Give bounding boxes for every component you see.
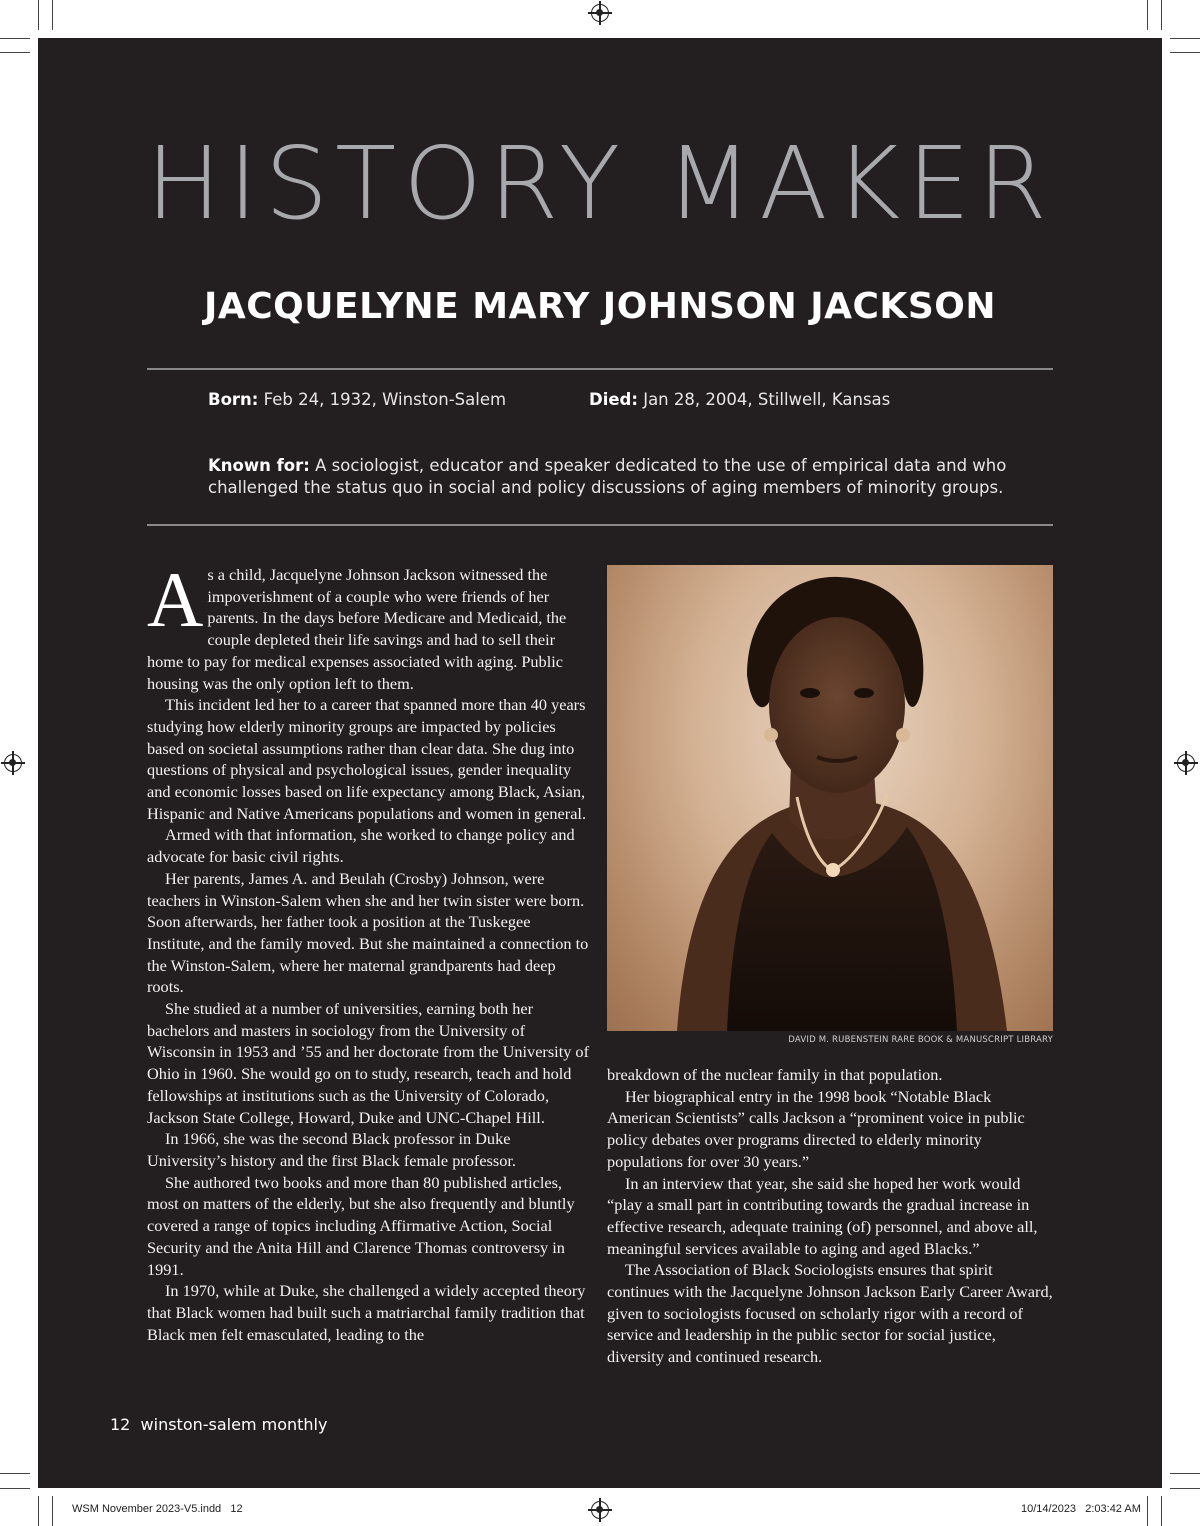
article-paragraph: In 1970, while at Duke, she challenged a widely accepted theory that Black women had built such a matriarchal family tradition that Black men felt emasculated, leading to the bbox=[147, 1281, 586, 1344]
photo-credit: DAVID M. RUBENSTEIN RARE BOOK & MANUSCRIPT LIBRARY bbox=[788, 1035, 1053, 1045]
article-paragraph: Her parents, James A. and Beulah (Crosby) Johnson, were teachers in Winston-Salem when she and her twin sister were born. Soon afterwards, her father took a position at the Tuskegee Institute, and the family moved. But she maintained a connection to the Winston-Salem, where her maternal grandparents had deep roots. bbox=[147, 868, 589, 997]
crop-mark bbox=[1161, 1496, 1162, 1526]
indesign-slug-file: WSM November 2023-V5.indd 12 bbox=[72, 1503, 243, 1515]
drop-cap: A bbox=[147, 556, 204, 643]
born-value: Feb 24, 1932, Winston-Salem bbox=[263, 390, 507, 409]
article-paragraph: In an interview that year, she said she hoped her work would “play a small part in contributing towards the gradual increase in effective research, adequate training (of) personnel, and above all, meaningful services available to aging and aged Blacks.” bbox=[607, 1173, 1038, 1258]
crop-mark bbox=[1147, 1496, 1148, 1526]
article-paragraph: The Association of Black Sociologists ensures that spirit continues with the Jacquelyne Johnson Jackson Early Career Award, given to sociologists focused on scholarly rigor with a record of service and leadership in the public sector for social justice, diversity and continued research. bbox=[607, 1260, 1053, 1367]
article-paragraph: breakdown of the nuclear family in that population. bbox=[607, 1065, 943, 1084]
died-value: Jan 28, 2004, Stillwell, Kansas bbox=[643, 390, 891, 409]
portrait-photo bbox=[607, 565, 1053, 1031]
crop-mark bbox=[38, 0, 39, 30]
crop-mark bbox=[0, 38, 30, 39]
crop-mark bbox=[1170, 52, 1200, 53]
crop-mark bbox=[52, 1496, 53, 1526]
crop-mark bbox=[0, 52, 30, 53]
crop-mark bbox=[0, 1473, 30, 1474]
paragraph-text: s a child, Jacquelyne Johnson Jackson witnessed the impoverishment of a couple who were friends of her parents. In the days before Medicare and Medicaid, the couple depleted their life savings and had to sell their home to pay for medical expenses associated with aging. Public housing was the only option left to them. bbox=[147, 565, 567, 693]
subject-name: JACQUELYNE MARY JOHNSON JACKSON bbox=[204, 286, 996, 327]
born-fact bbox=[208, 390, 506, 409]
article-paragraph bbox=[147, 556, 591, 694]
known-label: Known for: bbox=[208, 456, 310, 475]
known-for bbox=[208, 455, 1038, 499]
article-paragraph: Her biographical entry in the 1998 book “Notable Black American Scientists” calls Jackson a “prominent voice in public policy debates over programs directed to elderly minority populations for over 30 years.” bbox=[607, 1086, 1025, 1171]
crop-mark bbox=[52, 0, 53, 30]
top-rule bbox=[147, 368, 1053, 370]
page-number: 12 bbox=[110, 1415, 131, 1434]
article-column-2 bbox=[607, 1064, 1053, 1368]
article-paragraph: In 1966, she was the second Black professor in Duke University’s history and the first Black female professor. bbox=[147, 1129, 516, 1170]
registration-mark-icon bbox=[4, 754, 22, 772]
registration-mark-icon bbox=[591, 1501, 609, 1519]
article-paragraph: She authored two books and more than 80 published articles, most on matters of the elderly, but she also frequently and bluntly covered a range of topics including Affirmative Action, Social Security and the Anita Hill and Clarence Thomas controversy in 1991. bbox=[147, 1172, 575, 1279]
born-label: Born: bbox=[208, 390, 259, 409]
died-label: Died: bbox=[589, 390, 638, 409]
registration-mark-icon bbox=[1177, 754, 1195, 772]
known-value: A sociologist, educator and speaker dedicated to the use of empirical data and who challenged the status quo in social and policy discussions of aging members of minority groups. bbox=[208, 456, 1007, 497]
magazine-page bbox=[38, 38, 1162, 1488]
bottom-rule bbox=[147, 524, 1053, 526]
article-paragraph: Armed with that information, she worked to change policy and advocate for basic civil rights. bbox=[147, 825, 575, 867]
page-headline: HISTORY MAKER bbox=[146, 125, 1054, 242]
crop-mark bbox=[1170, 1488, 1200, 1489]
article-paragraph: This incident led her to a career that spanned more than 40 years studying how elderly minority groups are impacted by policies based on societal assumptions rather than clear data. She dug into questions of physical and psychological issues, gender inequality and economic losses based on life expectancy among Black, Asian, Hispanic and Native Americans populations and women in general. bbox=[147, 695, 587, 823]
portrait-illustration bbox=[607, 565, 1053, 1031]
indesign-slug-timestamp: 10/14/2023 2:03:42 AM bbox=[1021, 1503, 1141, 1515]
article-column-1 bbox=[147, 556, 591, 1345]
crop-mark bbox=[0, 1488, 30, 1489]
registration-mark-icon bbox=[591, 4, 609, 22]
page-folio bbox=[110, 1415, 327, 1434]
article-paragraph: She studied at a number of universities, earning both her bachelors and masters in sociology from the University of Wisconsin in 1953 and ’55 and her doctorate from the University of Ohio in 1960. She would go on to study, research, teach and hold fellowships at institutions such as the University of Colorado, Jackson State College, Howard, Duke and UNC-Chapel Hill. bbox=[147, 999, 589, 1127]
crop-mark bbox=[1170, 38, 1200, 39]
crop-mark bbox=[1161, 0, 1162, 30]
crop-mark bbox=[38, 1496, 39, 1526]
publication-name: winston-salem monthly bbox=[140, 1415, 328, 1434]
crop-mark bbox=[1147, 0, 1148, 30]
crop-mark bbox=[1170, 1473, 1200, 1474]
died-fact bbox=[589, 390, 890, 409]
